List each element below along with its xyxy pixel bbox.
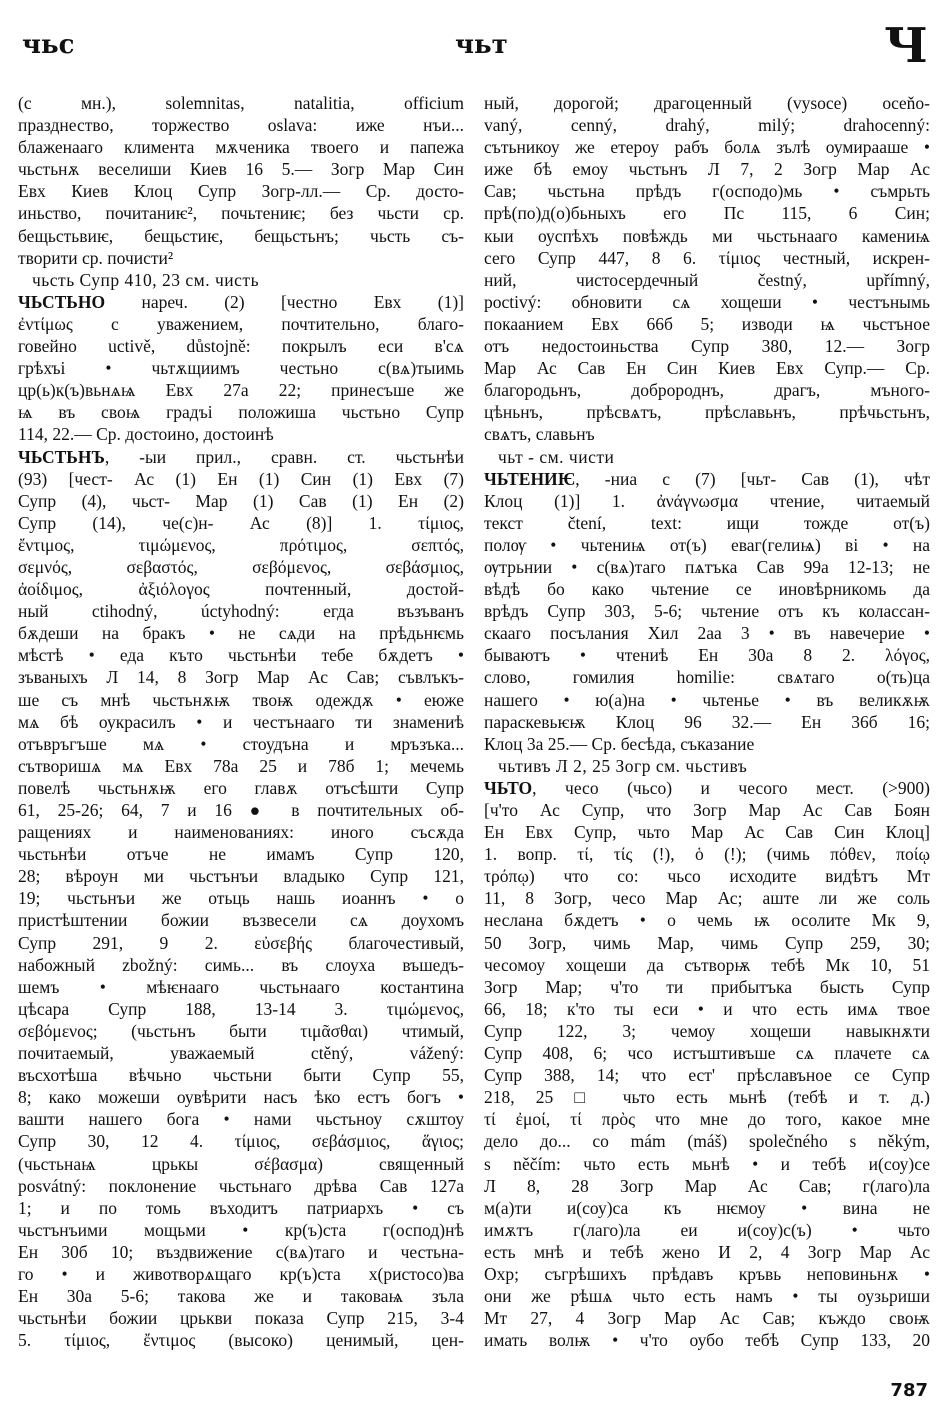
dictionary-line: нашего • ю(а)на • чьтенье • въ великѫѭ	[484, 689, 930, 710]
dictionary-line: полѹ • чьтениѩ от(ъ) еваг(гелиѩ) ві • на	[484, 534, 930, 555]
dictionary-line: 1; и по томь въходитъ патриархъ • съ	[18, 1197, 464, 1218]
dictionary-line: Клоц 3а 25.— Ср. бесѣда, съказание	[484, 733, 755, 754]
dictionary-line: иже бѣ емоу чьстьнъ Л 7, 2 Зогр Мар Ас	[484, 159, 930, 180]
headword: ЧЬТЕНИѤ	[484, 468, 576, 489]
dictionary-line: Супр (14), че(с)н- Ас (8)] 1. τίμιος,	[18, 512, 464, 533]
dictionary-line: вѣдѣ бо како чьтение се иновѣрникомь да	[484, 579, 930, 600]
dictionary-line: ἐντίμως с уважением, почтительно, благо-	[18, 313, 464, 334]
dictionary-line: ἀοίδιμος, ἀξιόλογος почтенный, достой-	[18, 579, 464, 600]
dictionary-line: Ен 30а 5-6; такова же и таковаѩ зъла	[18, 1286, 464, 1307]
dictionary-line: творити ср. почисти²	[18, 247, 174, 268]
dictionary-line: 66, 18; к'то ты еси • и что есть имѧ твое	[484, 998, 930, 1019]
dictionary-line: неслана бѫдетъ • о чемь ѭ осолите Мк 9,	[484, 910, 930, 931]
dictionary-line: Охр; съгрѣшихъ прѣдавъ кръвь неповиньнѫ •	[484, 1263, 930, 1284]
dictionary-line: 11, 8 Зогр, чесо Мар Ас; аште ли же соль	[484, 888, 930, 909]
dictionary-line: Евх Киев Клоц Супр Зогр-лл.— Ср. досто-	[18, 181, 464, 202]
page-number: 787	[890, 1380, 928, 1401]
dictionary-line: текст čtení, text: ищи тожде от(ъ)	[484, 512, 930, 533]
dictionary-line: бещьстьвиѥ, бещьстиѥ, бещьстьнъ; чьсть съ-	[18, 225, 464, 246]
dictionary-line: 61, 25-26; 64, 7 и 16 ● в почтительных об-	[18, 800, 464, 820]
dictionary-line: шемъ • мѣѥнааго чьстьнааго костантина	[18, 976, 464, 997]
running-head-center: чьт	[455, 30, 508, 60]
dictionary-line: [ч'то Ас Супр, что Зогр Мар Ас Сав Боян	[484, 800, 930, 820]
dictionary-line: posvátný: поклонение чьстьнаго дрѣва Сав 127а	[18, 1175, 464, 1196]
dictionary-line: слово, гомилия homilie: свѧтаго о(ть)ца	[484, 667, 930, 688]
dictionary-line: Зогр Мар; ч'то ти прибытъка бысть Супр	[484, 976, 930, 997]
dictionary-line: имѫтъ г(лаго)ла еи и(соу)с(ъ) • чьто	[484, 1219, 930, 1240]
dictionary-line: говейно uctivě, důstojně: покрылъ еси в'сѧ	[18, 336, 464, 357]
dictionary-line: Ен Евх Супр, чьто Мар Ас Сав Син Клоц]	[484, 822, 930, 843]
dictionary-line: покаанием Евх 66б 5; изводи ѩ чьстъное	[484, 313, 930, 334]
dictionary-line: τρόπῳ) что co: чьсо исходите видѣтъ Мт	[484, 866, 930, 887]
dictionary-line: зъваныхъ Л 14, 8 Зогр Мар Ас Сав; съвлъкъ-	[18, 667, 464, 688]
dictionary-line: мѣстѣ • еда къто чьстьнѣи тебе бѫдетъ •	[18, 645, 464, 666]
dictionary-line: чьстьнѣи божии црькви показа Супр 215, 3-4	[18, 1308, 464, 1329]
dictionary-line: Сав; чьстьна прѣдъ г(осподо)мь • съмрьть	[484, 181, 930, 202]
dictionary-line: цѣсара Супр 188, 13-14 3. τιμώμενος,	[18, 998, 464, 1019]
entry-headword-line: ЧЬТО, чесо (чьсо) и чесого мест. (>900)	[484, 777, 930, 798]
dictionary-line: чьт - см. чисти	[498, 446, 615, 467]
dictionary-line: почитаемый, уважаемый ctěný, vážený:	[18, 1043, 464, 1064]
dictionary-line: ный ctihodný, úctyhodný: егда възъванъ	[18, 601, 464, 622]
headword: ЧЬСТЬНО	[18, 291, 106, 312]
dictionary-line: чьтивъ Л 2, 25 Зогр см. чьстивъ	[498, 755, 748, 776]
left-column	[18, 92, 464, 1351]
dictionary-line: чьстьнѫ веселиши Киев 16 5.— Зогр Мар Син	[18, 159, 464, 180]
dictionary-line: (93) [чест- Ас (1) Ен (1) Син (1) Евх (7)	[18, 468, 464, 489]
dictionary-line: 218, 25 □ чьто есть мьнѣ (тебѣ и т. д.)	[484, 1087, 930, 1108]
dictionary-line: свѧтъ, славьнъ	[484, 424, 595, 445]
dictionary-line: σεβόμενος; (чьстьнъ быти τιμᾶσθαι) чтимый,	[18, 1020, 464, 1041]
dictionary-line: пристѣштении божии възвесели сѧ доухомъ	[18, 910, 464, 931]
dictionary-line: скааго посълания Хил 2аа 3 • въ навечерие •	[484, 623, 930, 644]
dictionary-line: 8; како можеши оувѣрити насъ ѣко естъ богъ •	[18, 1087, 464, 1108]
dictionary-line: ѹтрьнии • с(вѧ)таго пѧтъка Сав 99а 12-13; не	[484, 556, 930, 577]
dictionary-line: бываютъ • чтениѣ Ен 30а 8 2. λόγος,	[484, 645, 930, 666]
entry-headword-line: ЧЬТЕНИѤ, -ниа с (7) [чьт- Сав (1), чѣт	[484, 468, 930, 489]
dictionary-line: ращениях и наименованиях: иного съсѫда	[18, 822, 464, 843]
dictionary-line: ный, дорогой; драгоценный (vysoce) oceňo-	[484, 93, 930, 113]
dictionary-line: Ен 30б 10; въздвижение с(вѧ)таго и честьна-	[18, 1241, 464, 1262]
dictionary-line: vaný, cenný, drahý, milý; drahocenný:	[484, 115, 930, 136]
dictionary-line: 1. вопр. τί, τίς (!), ὁ (!); (чимь πόθεν, ποίῳ	[484, 844, 930, 865]
dictionary-line: 114, 22.— Ср. достоино, достоинѣ	[18, 424, 274, 445]
dictionary-line: цр(ь)к(ъ)вьнѧѩ Евх 27а 22; принесъше же	[18, 380, 464, 401]
right-column	[484, 92, 930, 1351]
dictionary-line: чесомоу хощеши да сътворѭ тебѣ Мк 10, 51	[484, 954, 930, 975]
dictionary-line: отъ недостоиньства Супр 380, 12.— Зогр	[484, 336, 930, 357]
dictionary-line: Мар Ас Сав Ен Син Киев Евх Супр.— Ср.	[484, 358, 930, 379]
dictionary-line: набожный zbožný: симь... въ слоуха въшедъ-	[18, 954, 464, 975]
dictionary-line: 28; вѣроун ми чьстънъи владыко Супр 121,	[18, 866, 464, 887]
dictionary-line: Супр (4), чьст- Мар (1) Сав (1) Ен (2)	[18, 490, 464, 511]
dictionary-line: м(а)ти и(соу)са къ нѥмоу • вина не	[484, 1197, 930, 1218]
dictionary-line: (с мн.), solemnitas, natalitia, officium	[18, 93, 464, 113]
dictionary-line: сътьникоу же етероу рабъ болѧ зълѣ оумирааше •	[484, 137, 930, 158]
dictionary-line: въсхотѣша вѣчьно чьстьни быти Супр 55,	[18, 1065, 464, 1086]
dictionary-line: 50 Зогр, чимь Мар, чимь Супр 259, 30;	[484, 932, 930, 953]
dictionary-line: цѣньнъ, прѣсвѧтъ, прѣславьнъ, прѣчьстьнъ,	[484, 402, 930, 423]
dictionary-line: poctivý: обновити сѧ хощеши • честънымь	[484, 291, 930, 312]
dictionary-line: ше съ мнѣ чьстьнѫѭ твоѭ одеждѫ • еюже	[18, 689, 464, 710]
dictionary-line: бѫдеши на бракъ • не сѧди на прѣдьнѥмь	[18, 623, 464, 644]
dictionary-line: Мт 27, 4 Зогр Мар Ас Сав; къждо своѭ	[484, 1308, 930, 1329]
dictionary-line: чьстънъими мощьми • кр(ъ)ста г(оспод)нѣ	[18, 1219, 464, 1240]
dictionary-line: σεμνός, σεβαστός, σεβόμενος, σεβάσμιος,	[18, 556, 464, 577]
dictionary-line: го • и животворѧщаго кр(ъ)ста х(ристосо)ва	[18, 1263, 464, 1284]
dictionary-line: повелѣ чьстьнѫѭ его главѫ отъсѣшти Супр	[18, 777, 464, 798]
dictionary-line: иньство, почитаниѥ², почьтениѥ; без чьсти ср.	[18, 203, 464, 224]
dictionary-line: отъвръгъше мѧ • стоудъна и мръзъка...	[18, 733, 464, 754]
dictionary-line: врѣдъ Супр 303, 5-6; чьтение отъ къ колассан-	[484, 601, 930, 622]
entry-headword-line: ЧЬСТЬНО нареч. (2) [честно Евх (1)]	[18, 291, 464, 312]
dictionary-line: сего Супр 447, 8 6. τίμιος честный, искрен-	[484, 247, 930, 268]
dictionary-line: Л 8, 28 Зогр Мар Ас Сав; г(лаго)ла	[484, 1175, 930, 1196]
dictionary-line: кыи оуспѣхъ повѣждь ми чьстьнааго камениѩ	[484, 225, 930, 246]
dictionary-line: 5. τίμιος, ἔντιμος (высоко) ценимый, цен-	[18, 1330, 464, 1351]
dictionary-line: 19; чьстьнъи же отьць нашь иоаннъ • о	[18, 888, 464, 909]
dictionary-line: s něčím: чьто есть мьнѣ • и тебѣ и(соу)се	[484, 1153, 930, 1174]
dictionary-line: есть мнѣ и тебѣ жено И 2, 4 Зогр Мар Ас	[484, 1241, 930, 1262]
dictionary-line: Супр 408, 6; чсо истъштивъше сѧ плачете сѧ	[484, 1043, 930, 1064]
dictionary-line: блаженааго климента мѫченика твоего и папежа	[18, 137, 464, 158]
dictionary-line: чьстьнѣи отъче не имамъ Супр 120,	[18, 844, 464, 865]
dictionary-line: ѩ въ своѩ градъі положиша чьстьно Супр	[18, 402, 464, 423]
dictionary-line: параскевьѥѭ Клоц 96 32.— Ен 36б 16;	[484, 711, 930, 732]
dictionary-line: имать волѭ • ч'то оубо тебѣ Супр 133, 20	[484, 1330, 930, 1351]
dictionary-line: мѧ бѣ оукрасилъ • и честънааго ти знамениѣ	[18, 711, 464, 732]
dictionary-line: Клоц (1)] 1. ἀνάγνωσμα чтение, читаемый	[484, 490, 930, 511]
dictionary-line: ἔντιμος, τιμώμενος, πρότιμος, σεπτός,	[18, 534, 464, 555]
headword: ЧЬСТЬНЪ	[18, 446, 105, 467]
dictionary-line: Супр 30, 12 4. τίμιος, σεβάσμιος, ἅγιος;	[18, 1131, 464, 1152]
dictionary-line: грѣхъі • чьтѫщиимъ честьно с(вѧ)тыимь	[18, 358, 464, 379]
entry-headword-line: ЧЬСТЬНЪ, -ыи прил., сравн. ст. чьстьнѣи	[18, 446, 464, 467]
dictionary-line: τί ἐμοί, τί πρὸς что мне до того, какое мне	[484, 1109, 930, 1130]
dictionary-line: прѣ(по)д(о)бьныхъ его Пс 115, 6 Син;	[484, 203, 930, 224]
dictionary-line: празднество, торжество oslava: иже нъи...	[18, 115, 464, 136]
headword: ЧЬТО	[484, 777, 533, 798]
running-head-left: чьс	[22, 30, 75, 60]
dictionary-line: вашти нашего бога • нами чьстьноу сѫштоу	[18, 1109, 464, 1130]
dictionary-line: ний, чистосердечный čestný, upřímný,	[484, 269, 930, 290]
dictionary-line: Супр 388, 14; что ест' прѣславъное се Супр	[484, 1065, 930, 1086]
dictionary-line: Супр 291, 9 2. εὐσεβής благочестивый,	[18, 932, 464, 953]
dictionary-line: Супр 122, 3; чемоу хощеши навыкнѫти	[484, 1020, 930, 1041]
dictionary-line: сътворишѧ мѧ Евх 78а 25 и 78б 1; мечемь	[18, 755, 464, 776]
dictionary-line: благородьнъ, добророднъ, драгъ, мъного-	[484, 380, 930, 401]
dictionary-line: (чьстьнаѩ црькы σέβασμα) священный	[18, 1153, 464, 1174]
dictionary-line: дело до... co mám (máš) společného s někým,	[484, 1131, 930, 1152]
dictionary-line: чьсть Супр 410, 23 см. чисть	[32, 269, 260, 290]
dictionary-line: они же рѣшѧ чьто есть намъ • ты оузьриши	[484, 1286, 930, 1307]
section-letter: Ч	[884, 18, 928, 74]
